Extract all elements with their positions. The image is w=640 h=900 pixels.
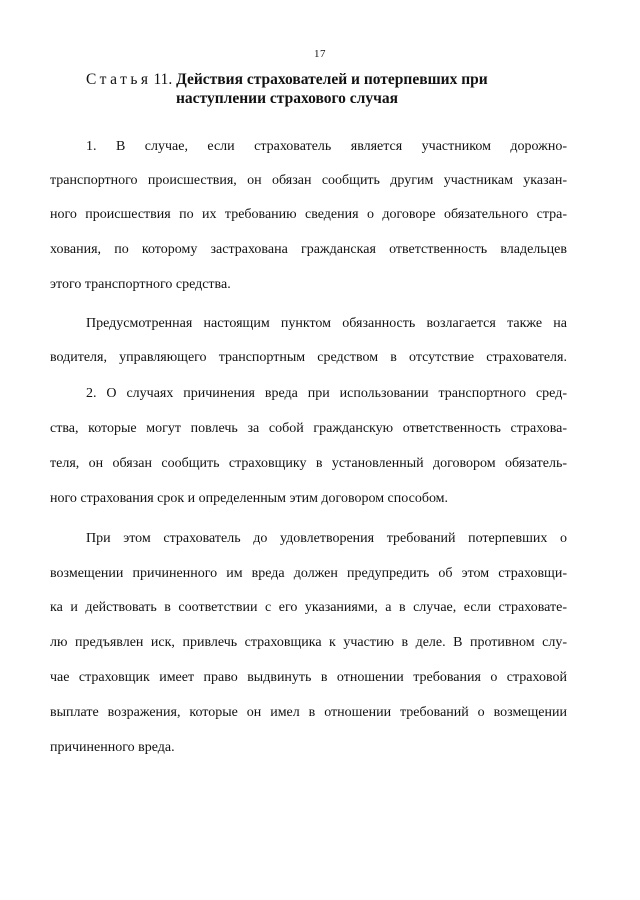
text-line-15: лю предъявлен иск, привлечь страховщика к участию в деле. В противном слу- [50,635,567,650]
text-line-6: Предусмотренная настоящим пунктом обязанность возлагается также на [86,316,567,331]
text-line-18: причиненного вреда. [50,740,175,755]
article-title-line-2: наступлении страхового случая [176,90,398,107]
text-line-8: 2. О случаях причинения вреда при использовании транспортного сред- [86,386,567,401]
text-line-7: водителя, управляющего транспортным средством в отсутствие страхователя. [50,350,567,365]
text-line-1: 1. В случае, если страхователь является участником дорожно- [86,139,567,154]
article-prefix: Статья [86,71,152,88]
text-line-3: ного происшествия по их требованию сведения о договоре обязательного стра- [50,207,567,222]
text-line-13: возмещении причиненного им вреда должен предупредить об этом страховщи- [50,566,567,581]
text-line-17: выплате возражения, которые он имел в отношении требований о возмещении [50,705,567,720]
text-line-4: хования, по которому застрахована гражданская ответственность владельцев [50,242,567,257]
article-number: 11. [153,71,173,88]
text-line-9: ства, которые могут повлечь за собой гражданскую ответственность страхова- [50,421,567,436]
text-line-14: ка и действовать в соответствии с его указаниями, а в случае, если страховате- [50,600,567,615]
text-line-12: При этом страхователь до удовлетворения требований потерпевших о [86,531,567,546]
text-line-5: этого транспортного средства. [50,277,231,292]
article-title-line-1: Действия страхователей и потерпевших при [176,71,488,88]
article-heading [86,70,566,108]
page-number: 17 [314,48,326,60]
text-line-10: теля, он обязан сообщить страховщику в установленный договором обязатель- [50,456,567,471]
text-line-16: чае страховщик имеет право выдвинуть в отношении требования о страховой [50,670,567,685]
text-line-11: ного страхования срок и определенным этим договором способом. [50,491,449,506]
text-line-2: транспортного происшествия, он обязан сообщить другим участникам указан- [50,173,567,188]
